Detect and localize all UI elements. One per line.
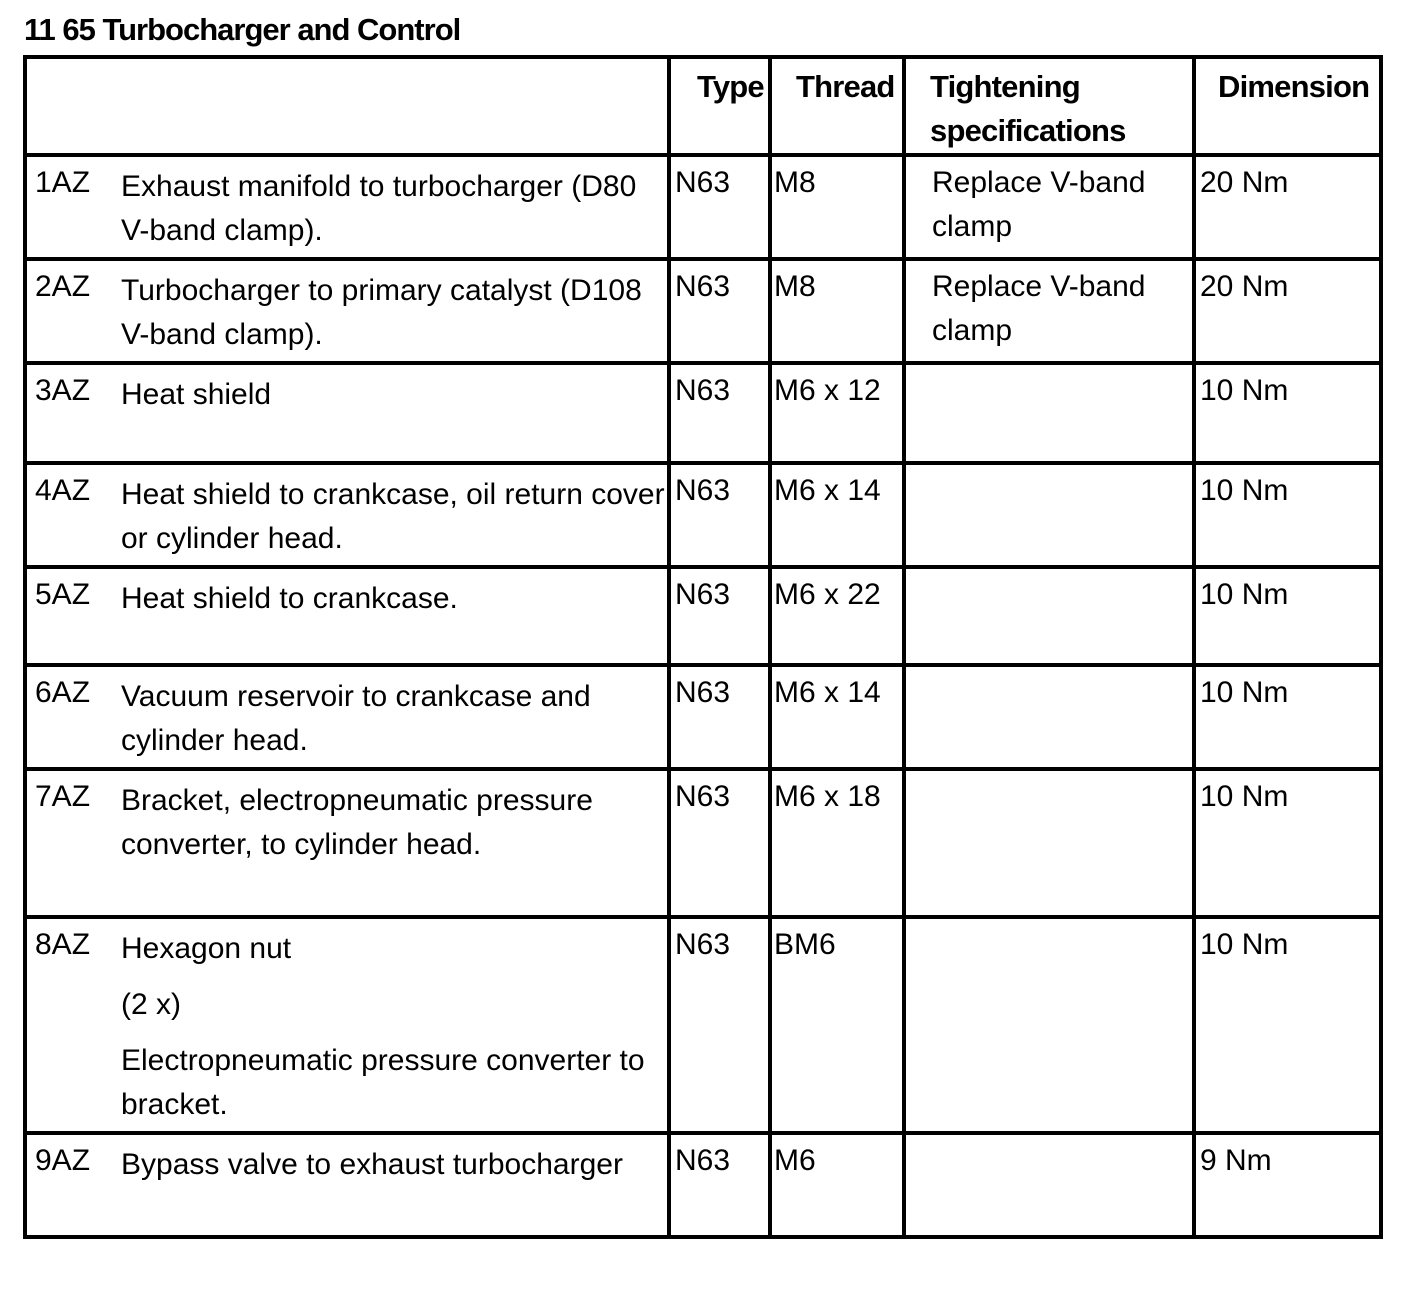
row-dimension: 10 Nm bbox=[1194, 769, 1381, 917]
row-thread: M6 x 18 bbox=[770, 769, 904, 917]
row-tightening bbox=[904, 1133, 1194, 1237]
row-description-cell bbox=[25, 363, 669, 463]
row-code: 2AZ bbox=[35, 270, 91, 303]
header-description bbox=[25, 57, 669, 155]
row-thread: M6 bbox=[770, 1133, 904, 1237]
page-title: 11 65 Turbocharger and Control bbox=[24, 12, 461, 47]
row-description-text: (2 x) bbox=[121, 988, 181, 1021]
row-tightening: Replace V-band clamp bbox=[904, 259, 1194, 363]
row-description-text: Vacuum reservoir to crankcase and cylinder head. bbox=[121, 680, 591, 757]
row-description-text: Bracket, electropneumatic pressure converter, to cylinder head. bbox=[121, 784, 593, 861]
row-description-text: Heat shield to crankcase, oil return cover or cylinder head. bbox=[121, 478, 665, 555]
row-description-text: Heat shield bbox=[121, 378, 272, 411]
row-tightening: Replace V-band clamp bbox=[904, 155, 1194, 259]
row-code: 7AZ bbox=[35, 780, 91, 813]
row-code: 1AZ bbox=[35, 166, 91, 199]
row-dimension: 10 Nm bbox=[1194, 917, 1381, 1133]
row-type: N63 bbox=[669, 155, 770, 259]
table-header-row bbox=[25, 57, 1381, 155]
torque-spec-table bbox=[23, 55, 1383, 1239]
row-thread: M8 bbox=[770, 259, 904, 363]
row-code: 3AZ bbox=[35, 374, 91, 407]
row-code: 4AZ bbox=[35, 474, 91, 507]
table-row bbox=[25, 567, 1381, 665]
row-type: N63 bbox=[669, 1133, 770, 1237]
row-code: 5AZ bbox=[35, 578, 91, 611]
row-description-cell bbox=[25, 155, 669, 259]
row-thread: M6 x 12 bbox=[770, 363, 904, 463]
header-type: Type bbox=[669, 57, 770, 155]
row-description-text: Exhaust manifold to turbocharger (D80 V-band clamp). bbox=[121, 170, 637, 247]
row-thread: M6 x 22 bbox=[770, 567, 904, 665]
header-tightening: Tightening specifications bbox=[904, 57, 1194, 155]
row-type: N63 bbox=[669, 259, 770, 363]
row-code: 8AZ bbox=[35, 928, 91, 961]
row-thread: M6 x 14 bbox=[770, 665, 904, 769]
row-dimension: 10 Nm bbox=[1194, 665, 1381, 769]
row-tightening bbox=[904, 463, 1194, 567]
row-type: N63 bbox=[669, 567, 770, 665]
row-description-cell bbox=[25, 769, 669, 917]
row-code: 9AZ bbox=[35, 1144, 91, 1177]
table-row bbox=[25, 769, 1381, 917]
row-dimension: 10 Nm bbox=[1194, 363, 1381, 463]
table-row bbox=[25, 1133, 1381, 1237]
table-row bbox=[25, 665, 1381, 769]
row-tightening bbox=[904, 665, 1194, 769]
row-description-text: Electropneumatic pressure converter to bracket. bbox=[121, 1044, 645, 1121]
row-dimension: 9 Nm bbox=[1194, 1133, 1381, 1237]
row-dimension: 10 Nm bbox=[1194, 567, 1381, 665]
table-row bbox=[25, 155, 1381, 259]
row-description-cell bbox=[25, 463, 669, 567]
row-type: N63 bbox=[669, 363, 770, 463]
row-description-text: Hexagon nut bbox=[121, 932, 292, 965]
row-description-cell bbox=[25, 259, 669, 363]
row-description-text: Heat shield to crankcase. bbox=[121, 582, 458, 615]
header-dimension: Dimension bbox=[1194, 57, 1381, 155]
row-tightening bbox=[904, 363, 1194, 463]
table-row bbox=[25, 917, 1381, 1133]
row-type: N63 bbox=[669, 665, 770, 769]
row-description-cell bbox=[25, 1133, 669, 1237]
row-type: N63 bbox=[669, 917, 770, 1133]
row-description-cell bbox=[25, 665, 669, 769]
table-row bbox=[25, 363, 1381, 463]
row-code: 6AZ bbox=[35, 676, 91, 709]
header-thread: Thread bbox=[770, 57, 904, 155]
row-tightening bbox=[904, 917, 1194, 1133]
row-tightening bbox=[904, 769, 1194, 917]
row-thread: M8 bbox=[770, 155, 904, 259]
row-type: N63 bbox=[669, 463, 770, 567]
row-description-cell bbox=[25, 917, 669, 1133]
table-row bbox=[25, 259, 1381, 363]
row-description-cell bbox=[25, 567, 669, 665]
row-dimension: 10 Nm bbox=[1194, 463, 1381, 567]
row-thread: M6 x 14 bbox=[770, 463, 904, 567]
row-type: N63 bbox=[669, 769, 770, 917]
table-row bbox=[25, 463, 1381, 567]
row-dimension: 20 Nm bbox=[1194, 155, 1381, 259]
row-dimension: 20 Nm bbox=[1194, 259, 1381, 363]
row-description-text: Turbocharger to primary catalyst (D108 V-band clamp). bbox=[121, 274, 642, 351]
row-tightening bbox=[904, 567, 1194, 665]
row-thread: BM6 bbox=[770, 917, 904, 1133]
row-description-text: Bypass valve to exhaust turbocharger bbox=[121, 1148, 623, 1181]
